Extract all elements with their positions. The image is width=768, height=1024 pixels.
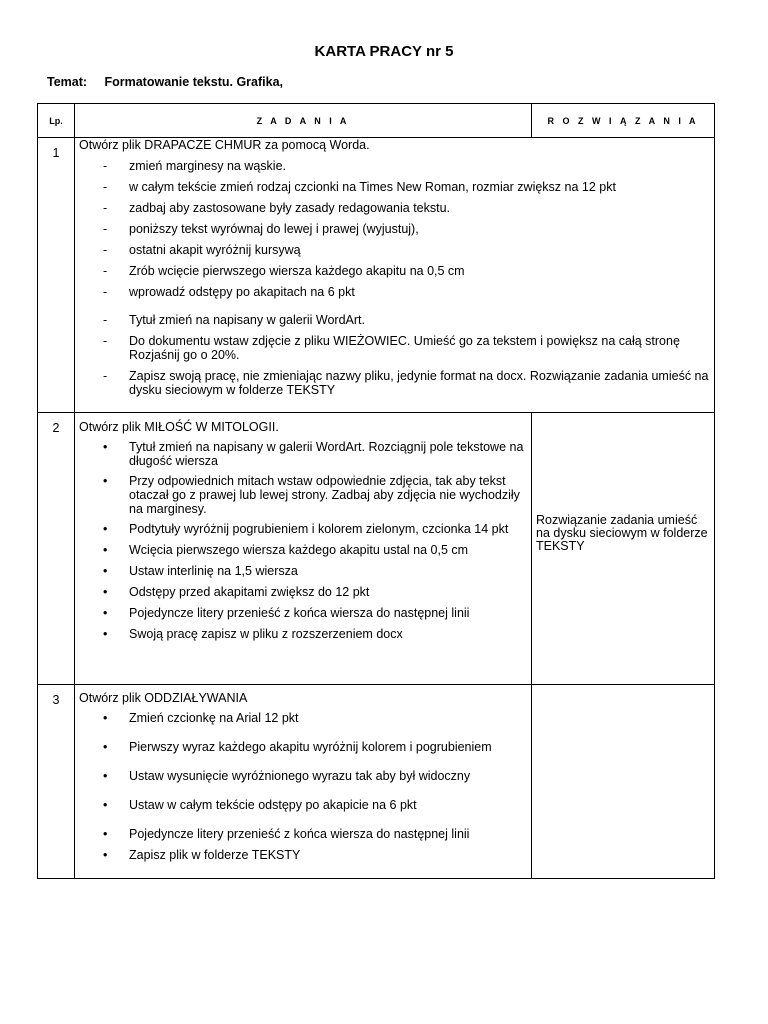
list-item bbox=[79, 313, 710, 327]
task-content bbox=[75, 413, 532, 685]
bullet-marker: • bbox=[103, 798, 108, 812]
subject-line bbox=[47, 75, 283, 89]
list-item-text: Odstępy przed akapitami zwiększ do 12 pkt bbox=[129, 585, 370, 599]
task-number: 1 bbox=[38, 138, 75, 413]
list-item bbox=[79, 564, 527, 578]
solution-text: Rozwiązanie zadania umieść na dysku sieciowym w folderze TEKSTY bbox=[536, 513, 708, 553]
list-item-text: Ustaw wysunięcie wyróżnionego wyrazu tak aby był widoczny bbox=[129, 769, 471, 783]
subject-label: Temat: bbox=[47, 75, 88, 89]
dash-marker: - bbox=[103, 159, 108, 173]
bullet-marker: • bbox=[103, 848, 108, 862]
task-list bbox=[79, 440, 527, 641]
bullet-marker: • bbox=[103, 522, 108, 536]
bullet-marker: • bbox=[103, 440, 108, 454]
table-row bbox=[38, 138, 715, 413]
page-title: KARTA PRACY nr 5 bbox=[314, 43, 454, 60]
list-item-text: Ustaw interlinię na 1,5 wiersza bbox=[129, 564, 298, 578]
list-item bbox=[79, 440, 527, 468]
bullet-marker: • bbox=[103, 740, 108, 754]
list-item-text: Swoją pracę zapisz w pliku z rozszerzeniem docx bbox=[129, 627, 403, 641]
task-intro: Otwórz plik DRAPACZE CHMUR za pomocą Worda. bbox=[79, 138, 370, 152]
list-item bbox=[79, 606, 527, 620]
bullet-marker: • bbox=[103, 711, 108, 725]
list-item bbox=[79, 201, 710, 215]
dash-marker: - bbox=[103, 369, 108, 383]
list-item-text: zadbaj aby zastosowane były zasady redagowania tekstu. bbox=[129, 201, 451, 215]
list-item-text: poniższy tekst wyrównaj do lewej i prawej (wyjustuj), bbox=[129, 222, 419, 236]
list-item bbox=[79, 798, 527, 812]
list-item bbox=[79, 264, 710, 278]
bullet-marker: • bbox=[103, 769, 108, 783]
list-item-text: Podtytuły wyróżnij pogrubieniem i kolorem zielonym, czcionka 14 pkt bbox=[129, 522, 509, 536]
list-item-text: ostatni akapit wyróżnij kursywą bbox=[129, 243, 301, 257]
task-intro: Otwórz plik ODDZIAŁYWANIA bbox=[79, 691, 248, 705]
list-item-text: wprowadź odstępy po akapitach na 6 pkt bbox=[129, 285, 355, 299]
list-item-text: Zapisz plik w folderze TEKSTY bbox=[129, 848, 301, 862]
list-item-text: Wcięcia pierwszego wiersza każdego akapitu ustal na 0,5 cm bbox=[129, 543, 469, 557]
dash-marker: - bbox=[103, 313, 108, 327]
list-item bbox=[79, 159, 710, 173]
list-item bbox=[79, 243, 710, 257]
list-item-text: Zapisz swoją pracę, nie zmieniając nazwy pliku, jedynie format na docx. Rozwiązanie zadania umieść na dysku sieciowym w folderze TEKSTY bbox=[129, 369, 709, 397]
table-row bbox=[38, 685, 715, 879]
dash-marker: - bbox=[103, 264, 108, 278]
list-item-text: Ustaw w całym tekście odstępy po akapicie na 6 pkt bbox=[129, 798, 417, 812]
list-item bbox=[79, 474, 527, 516]
bullet-marker: • bbox=[103, 474, 108, 488]
list-item-text: w całym tekście zmień rodzaj czcionki na Times New Roman, rozmiar zwiększ na 12 pkt bbox=[129, 180, 616, 194]
dash-marker: - bbox=[103, 334, 108, 348]
solution-cell bbox=[532, 685, 715, 879]
list-item bbox=[79, 827, 527, 841]
list-item-text: Do dokumentu wstaw zdjęcie z pliku WIEŻOWIEC. Umieść go za tekstem i powiększ na całą stronę Rozjaśnij go o 20%. bbox=[129, 334, 680, 362]
task-number: 2 bbox=[38, 413, 75, 685]
list-item-text: Przy odpowiednich mitach wstaw odpowiednie zdjęcia, tak aby tekst otaczał go z prawej lub lewej strony. Zadbaj aby zdjęcia nie wychodziły na marginesy. bbox=[129, 474, 520, 516]
bullet-marker: • bbox=[103, 827, 108, 841]
dash-marker: - bbox=[103, 201, 108, 215]
bullet-marker: • bbox=[103, 543, 108, 557]
bullet-marker: • bbox=[103, 585, 108, 599]
header-tasks: Z A D A N I A bbox=[75, 104, 532, 138]
task-list bbox=[79, 711, 527, 862]
list-item-text: Zmień czcionkę na Arial 12 pkt bbox=[129, 711, 299, 725]
bullet-marker: • bbox=[103, 564, 108, 578]
list-item bbox=[79, 711, 527, 725]
task-content bbox=[75, 685, 532, 879]
task-table bbox=[37, 103, 715, 879]
list-item bbox=[79, 369, 710, 397]
header-solutions: R O Z W I Ą Z A N I A bbox=[532, 104, 715, 138]
list-item-text: Pojedyncze litery przenieść z końca wiersza do następnej linii bbox=[129, 606, 470, 620]
table-row bbox=[38, 413, 715, 685]
dash-marker: - bbox=[103, 243, 108, 257]
list-item bbox=[79, 740, 527, 754]
task-number: 3 bbox=[38, 685, 75, 879]
list-item bbox=[79, 222, 710, 236]
list-item bbox=[79, 285, 710, 299]
list-item-text: Tytuł zmień na napisany w galerii WordArt. bbox=[129, 313, 365, 327]
bullet-marker: • bbox=[103, 606, 108, 620]
bullet-marker: • bbox=[103, 627, 108, 641]
dash-marker: - bbox=[103, 222, 108, 236]
task-list bbox=[79, 159, 710, 397]
solution-cell bbox=[532, 413, 715, 685]
dash-marker: - bbox=[103, 180, 108, 194]
list-item-text: zmień marginesy na wąskie. bbox=[129, 159, 287, 173]
list-item-text: Zrób wcięcie pierwszego wiersza każdego akapitu na 0,5 cm bbox=[129, 264, 465, 278]
list-item-text: Pierwszy wyraz każdego akapitu wyróżnij kolorem i pogrubieniem bbox=[129, 740, 492, 754]
subject-value: Formatowanie tekstu. Grafika, bbox=[104, 75, 284, 89]
list-item bbox=[79, 627, 527, 641]
list-item bbox=[79, 180, 710, 194]
task-content bbox=[75, 138, 715, 413]
list-item bbox=[79, 334, 710, 362]
list-item bbox=[79, 585, 527, 599]
dash-marker: - bbox=[103, 285, 108, 299]
list-item bbox=[79, 848, 527, 862]
list-item bbox=[79, 769, 527, 783]
task-intro: Otwórz plik MIŁOŚĆ W MITOLOGII. bbox=[79, 420, 279, 434]
list-item bbox=[79, 543, 527, 557]
list-item-text: Pojedyncze litery przenieść z końca wiersza do następnej linii bbox=[129, 827, 470, 841]
list-item-text: Tytuł zmień na napisany w galerii WordArt. Rozciągnij pole tekstowe na długość wiersza bbox=[129, 440, 524, 468]
table-header-row bbox=[38, 104, 715, 138]
list-item bbox=[79, 522, 527, 536]
header-lp: Lp. bbox=[38, 104, 75, 138]
